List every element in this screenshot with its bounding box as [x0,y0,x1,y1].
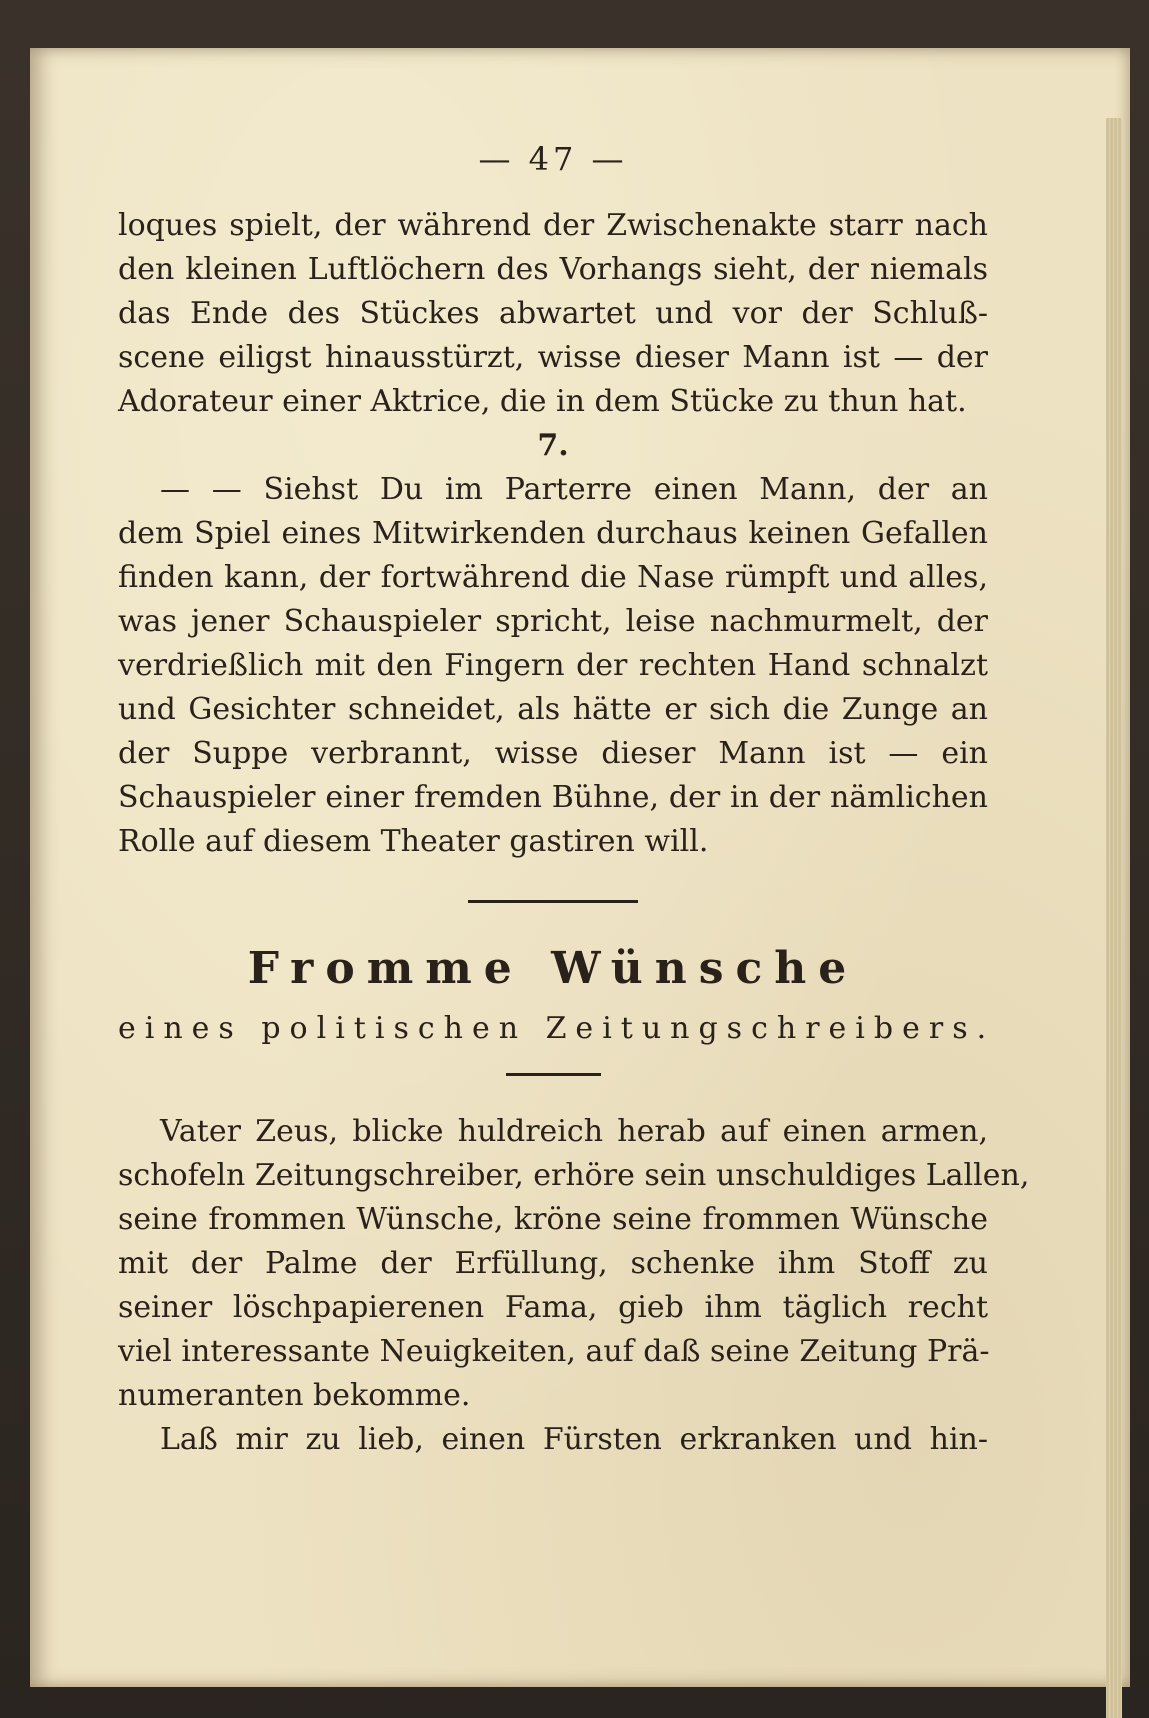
text-line: seine frommen Wünsche, kröne seine frommen Wünsche [118,1202,988,1237]
section-7-text [118,468,988,864]
text-line: dem Spiel eines Mitwirkenden durchaus keinen Gefallen [118,516,988,551]
text-line: was jener Schauspieler spricht, leise nachmurmelt, der [118,604,988,639]
text-line: Rolle auf diesem Theater gastiren will. [118,824,709,859]
section-number: 7. [537,428,569,463]
article-paragraph-2 [118,1418,988,1462]
previous-section-text [118,204,988,424]
text-line: der Suppe verbrannt, wisse dieser Mann ist — ein [118,736,988,771]
divider-rule [506,1073,601,1076]
page-edges [1106,118,1122,1718]
text-line: schofeln Zeitungschreiber, erhöre sein unschuldiges Lallen, [118,1158,1030,1193]
article-paragraph-1 [118,1110,1030,1418]
text-line: scene eiligst hinausstürzt, wisse dieser Mann ist — der [118,340,988,375]
text-line: numeranten bekomme. [118,1378,471,1413]
page-number: — 47 — [478,140,628,178]
page-content [118,140,1030,1462]
text-line: mit der Palme der Erfüllung, schenke ihm Stoff zu [118,1246,988,1281]
text-line: den kleinen Luftlöchern des Vorhangs sieht, der niemals [118,252,988,287]
text-line: loques spielt, der während der Zwischenakte starr nach [118,208,988,243]
article-subtitle: eines politischen Zeitungschreibers. [118,1011,996,1046]
text-line: finden kann, der fortwährend die Nase rümpft und alles, [118,560,988,595]
text-line: Laß mir zu lieb, einen Fürsten erkranken und hin- [160,1422,988,1457]
text-line: viel interessante Neuigkeiten, auf daß seine Zeitung Prä- [118,1334,990,1369]
text-line: Vater Zeus, blicke huldreich herab auf einen armen, [160,1114,988,1149]
text-line: seiner löschpapierenen Fama, gieb ihm täglich recht [118,1290,988,1325]
text-line: Schauspieler einer fremden Bühne, der in der nämlichen [118,780,988,815]
text-line: Adorateur einer Aktrice, die in dem Stücke zu thun hat. [118,384,967,419]
text-line: — — Siehst Du im Parterre einen Mann, der an [160,472,988,507]
text-line: verdrießlich mit den Fingern der rechten Hand schnalzt [118,648,988,683]
divider-rule [468,900,638,903]
text-line: und Gesichter schneidet, als hätte er sich die Zunge an [118,692,988,727]
text-line: das Ende des Stückes abwartet und vor der Schluß- [118,296,988,331]
article-title: Fromme Wünsche [247,943,859,994]
